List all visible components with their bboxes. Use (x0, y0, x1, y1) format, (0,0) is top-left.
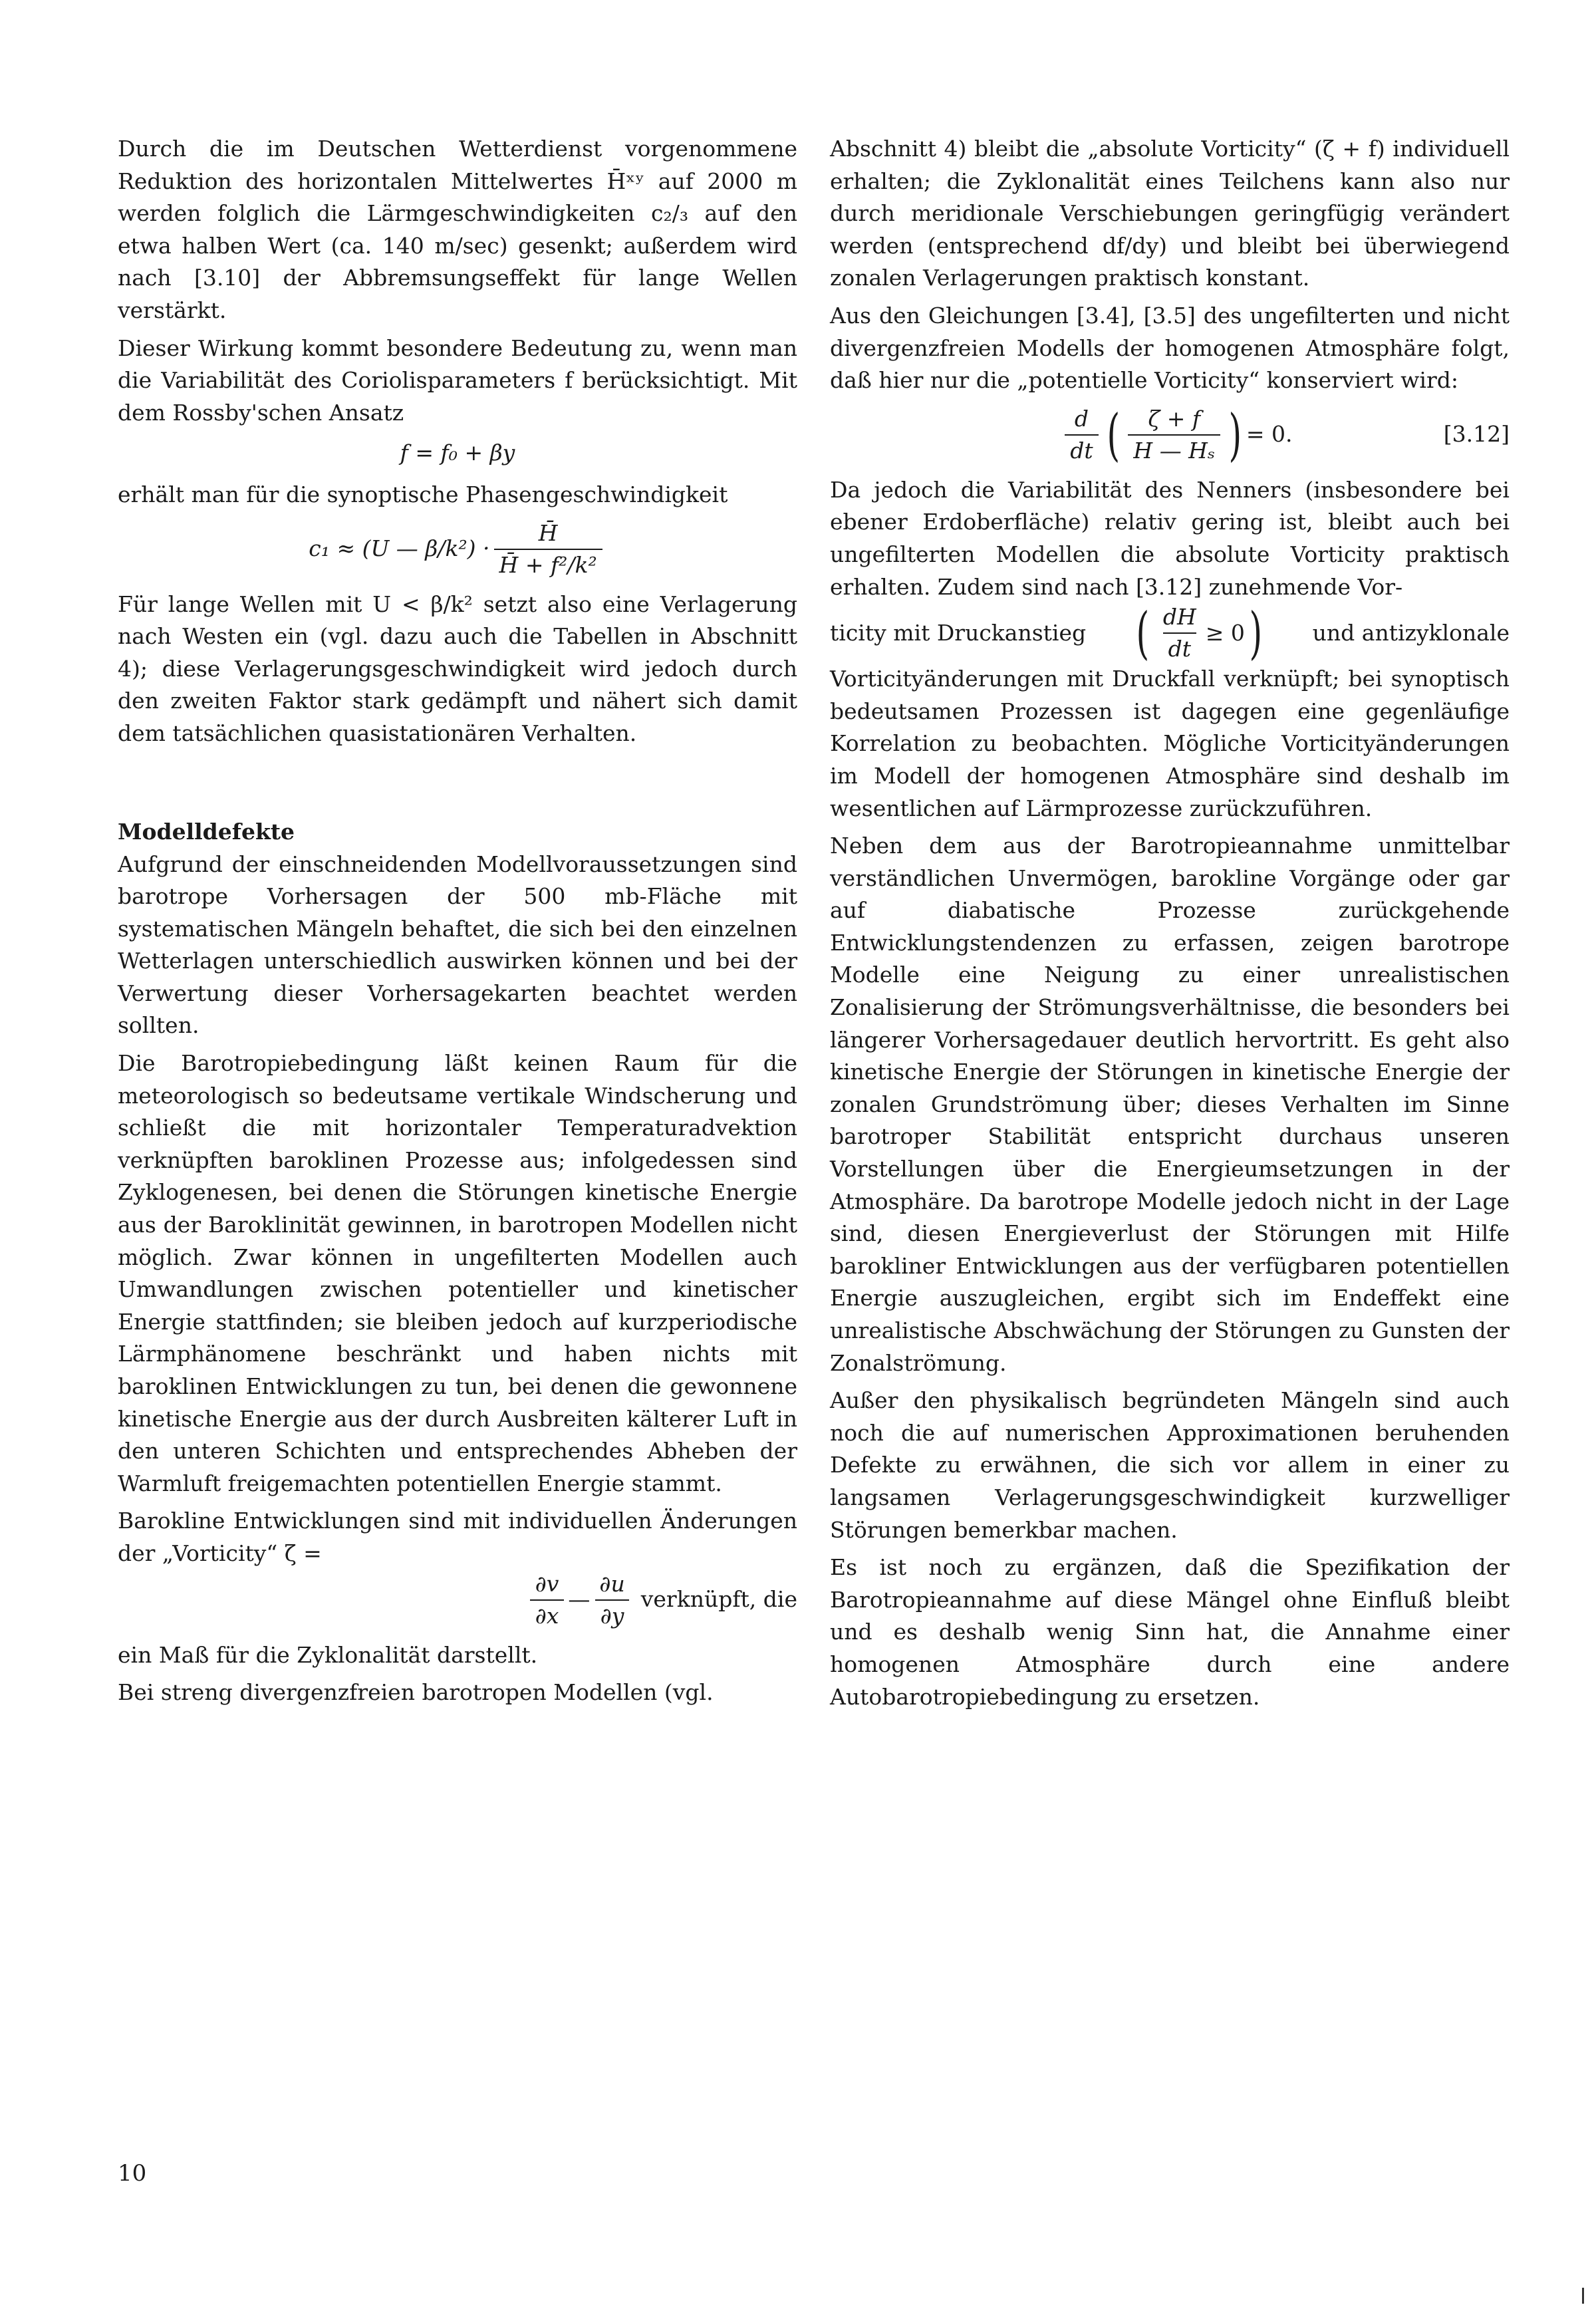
paragraph: ein Maß für die Zyklonalität darstellt. (118, 1641, 538, 1668)
section-heading: Modelldefekte (118, 818, 295, 845)
paragraph: Außer den physikalisch begründeten Mängeln sind auch noch die auf numerischen Approximationen beruhenden Defekte zu erwähnen, die sich vor allem in einer zu langsamen Verlagerungsgeschwindigkeit kurzwelliger Störungen bemerkbar machen. (830, 1387, 1510, 1543)
minus-sign: — (568, 1586, 591, 1613)
equation-trailing-text: verknüpft, die (640, 1586, 797, 1613)
fraction-numerator: d (1074, 405, 1089, 432)
line-text: und antizyklonale (1312, 619, 1510, 646)
right-paren: ) (1249, 601, 1263, 666)
right-paren: ) (1228, 402, 1242, 468)
paragraph: erhält man für die synoptische Phasengeschwindigkeit (118, 481, 728, 507)
equation-number: [3.12] (1443, 421, 1510, 448)
fraction-denominator: ∂x (530, 1599, 565, 1630)
paragraph: Für lange Wellen mit U < β/k² setzt also eine Verlagerung nach Westen ein (vgl. dazu auch die Tabellen in Abschnitt 4); diese Verlagerungsgeschwindigkeit wird jedoch durch den zweiten Faktor stark gedämpft und nähert sich damit dem tatsächlichen quasistationären Verhalten. (118, 591, 797, 746)
fraction-denominator: H̄ + f²/k² (494, 549, 602, 579)
equation-body (1061, 402, 1293, 468)
greater-equal-zero: ≥ 0 (1205, 619, 1245, 646)
scan-edge-mark (1582, 2288, 1584, 2304)
paragraph: Aus den Gleichungen [3.4], [3.5] des ungefilterten und nicht divergenzfreien Modells der homogenen Atmosphäre folgt, daß hier nur die „potentielle Vorticity“ konserviert wird: (830, 302, 1510, 394)
fraction-denominator: H — Hₛ (1128, 434, 1220, 465)
paragraph: Durch die im Deutschen Wetterdienst vorgenommene Reduktion des horizontalen Mittelwertes H̄ˣʸ auf 2000 m werden folglich die Lärmgeschwindigkeiten c₂/₃ auf den etwa halben Wert (ca. 140 m/sec) gesenkt; außerdem wird nach [3.10] der Abbremsungseffekt für lange Wellen verstärkt. (118, 136, 797, 323)
paragraph: Dieser Wirkung kommt besondere Bedeutung zu, wenn man die Variabilität des Coriolisparameters f berücksichtigt. Mit dem Rossby'schen Ansatz (118, 335, 797, 426)
fraction-denominator: dt (1163, 632, 1196, 663)
equation-fraction (1158, 603, 1202, 663)
fraction-denominator: dt (1065, 434, 1098, 465)
line-text: ticity mit Druckanstieg (830, 619, 1087, 646)
left-column (118, 133, 797, 1709)
equation-fraction (594, 1570, 630, 1630)
equation-fraction (1128, 405, 1220, 465)
paragraph: Bei streng divergenzfreien barotropen Modellen (vgl. (118, 1679, 714, 1706)
paragraph: Barokline Entwicklungen sind mit individuellen Änderungen der „Vorticity“ ζ = (118, 1508, 797, 1566)
equation-potential-vorticity (830, 402, 1510, 468)
paragraph: Aufgrund der einschneidenden Modellvoraussetzungen sind barotrope Vorhersagen der 500 mb-Fläche mit systematischen Mängeln behaftet, die sich bei den einzelnen Wetterlagen unterschiedlich auswirken können und bei der Verwertung dieser Vorhersagekarten beachtet werden sollten. (118, 851, 797, 1039)
fraction-numerator: ζ + f (1148, 405, 1201, 432)
equation-fraction (530, 1570, 565, 1630)
right-column (830, 133, 1510, 1713)
equation-phase-speed (118, 519, 797, 579)
fraction-numerator: H̄ (538, 519, 558, 546)
equation-rhs: = 0. (1246, 421, 1293, 448)
paragraph: Vorticityänderungen mit Druckfall verknüpft; bei synoptisch bedeutsamen Prozessen ist dagegen eine gegenläufige Korrelation zu beobachten. Mögliche Vorticityänderungen im Modell der homogenen Atmosphäre sind deshalb im wesentlichen auf Lärmprozesse zurückzuführen. (830, 666, 1510, 821)
paragraph: Abschnitt 4) bleibt die „absolute Vorticity“ (ζ + f) individuell erhalten; die Zyklonalität eines Teilchens kann also nur durch meridionale Verschiebungen geringfügig verändert werden (entsprechend df/dy) und bleibt bei überwiegend zonalen Verlagerungen praktisch konstant. (830, 136, 1510, 291)
fraction-numerator: dH (1162, 604, 1196, 630)
equation-fraction (1065, 405, 1098, 465)
equation-rossby (118, 437, 797, 470)
inline-equation (1132, 601, 1267, 666)
fraction-numerator: ∂u (599, 1570, 625, 1597)
section-spacer (118, 750, 797, 815)
page-number: 10 (118, 2160, 147, 2187)
equation-text: f = f₀ + βy (400, 440, 515, 466)
left-paren: ( (1136, 601, 1150, 666)
fraction-denominator: ∂y (595, 1599, 630, 1630)
inline-equation-line (830, 601, 1510, 666)
equation-fraction (494, 519, 602, 579)
equation-vorticity (118, 1570, 797, 1630)
paragraph: Da jedoch die Variabilität des Nenners (insbesondere bei ebener Erdoberfläche) relativ gering ist, bleibt auch bei ungefilterten Modellen die absolute Vorticity praktisch erhalten. Zudem sind nach [3.12] zunehmende Vor- (830, 476, 1510, 600)
paragraph: Die Barotropiebedingung läßt keinen Raum für die meteorologisch so bedeutsame vertikale Windscherung und schließt die mit horizontaler Temperaturadvektion verknüpften baroklinen Prozesse aus; infolgedessen sind Zyklogenesen, bei denen die Störungen kinetische Energie aus der Baroklinität gewinnen, in barotropen Modellen nicht möglich. Zwar können in ungefilterten Modellen auch Umwandlungen zwischen potentieller und kinetischer Energie stattfinden; sie bleiben jedoch auf kurzperiodische Lärmphänomene beschränkt und haben nichts mit baroklinen Entwicklungen zu tun, bei denen die gewonnene kinetische Energie aus der durch Ausbreiten kälterer Luft in den unteren Schichten und entsprechendes Abheben der Warmluft freigemachten potentiellen Energie stammt. (118, 1050, 797, 1496)
paragraph: Es ist noch zu ergänzen, daß die Spezifikation der Barotropieannahme auf diese Mängel ohne Einfluß bleibt und es deshalb wenig Sinn hat, die Annahme einer homogenen Atmosphäre durch eine andere Autobarotropiebedingung zu ersetzen. (830, 1554, 1510, 1710)
paragraph: Neben dem aus der Barotropieannahme unmittelbar verständlichen Unvermögen, barokline Vorgänge oder gar auf diabatische Prozesse zurückgehende Entwicklungstendenzen zu erfassen, zeigen barotrope Modelle eine Neigung zu einer unrealistischen Zonalisierung der Strömungsverhältnisse, die besonders bei längerer Vorhersagedauer deutlich hervortritt. Es geht also kinetische Energie der Störungen in kinetische Energie der zonalen Grundströmung über; dieses Verhalten im Sinne barotroper Stabilität entspricht durchaus unseren Vorstellungen über die Energieumsetzungen in der Atmosphäre. Da barotrope Modelle jedoch nicht in der Lage sind, diesen Energieverlust der Störungen mit Hilfe barokliner Entwicklungen aus der verfügbaren potentiellen Energie auszugleichen, ergibt sich im Endeffekt eine unrealistische Abschwächung der Störungen zu Gunsten der Zonalströmung. (830, 833, 1510, 1376)
equation-lhs: c₁ ≈ (U — β/k²) · (309, 535, 490, 562)
left-paren: ( (1107, 402, 1120, 468)
fraction-numerator: ∂v (535, 1570, 559, 1597)
